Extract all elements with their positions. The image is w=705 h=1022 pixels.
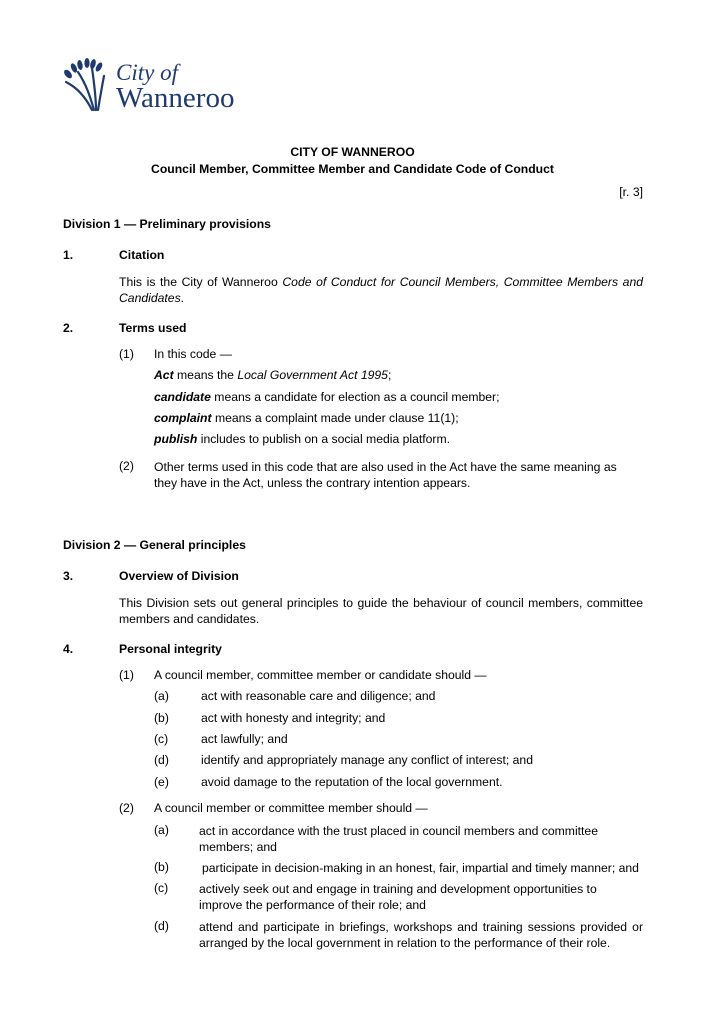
list-item-text: act lawfully; and — [201, 732, 288, 746]
document-title: Council Member, Committee Member and Candidate Code of Conduct — [151, 162, 554, 176]
section-3-number: 3. — [63, 569, 74, 583]
section-4-title: Personal integrity — [119, 642, 222, 656]
section-2-p2-text: Other terms used in this code that are also used in the Act have the same meaning as they have in the Act, unless the contrary intention appears. — [154, 460, 617, 490]
section-4-p1-number: (1) — [119, 668, 134, 682]
list-item-label: (d) — [154, 753, 169, 767]
list-item-label: (a) — [154, 823, 169, 837]
list-item-label: (e) — [154, 775, 169, 789]
regulation-reference: [r. 3] — [619, 185, 643, 199]
section-3-text: This Division sets out general principles to guide the behaviour of council members, committee members and candidates. — [119, 596, 643, 626]
city-logo — [62, 58, 242, 114]
definition-complaint: complaint means a complaint made under clause 11(1); — [154, 411, 459, 425]
list-item-text: avoid damage to the reputation of the local government. — [201, 775, 503, 789]
section-1-text: This is the City of Wanneroo Code of Conduct for Council Members, Committee Members and Candidates. — [119, 275, 644, 305]
definition-candidate: candidate means a candidate for election as a council member; — [154, 390, 500, 404]
section-2-title: Terms used — [119, 321, 187, 335]
section-2-p1-number: (1) — [119, 347, 134, 361]
list-item-text: participate in decision-making in an honest, fair, impartial and timely manner; and — [202, 861, 639, 875]
section-1-number: 1. — [63, 248, 74, 262]
division-1-heading: Division 1 — Preliminary provisions — [63, 217, 271, 231]
definition-publish: publish includes to publish on a social media platform. — [154, 432, 451, 446]
list-item-text: identify and appropriately manage any conflict of interest; and — [201, 753, 533, 767]
section-2-p2-number: (2) — [119, 459, 134, 473]
list-item-label: (d) — [154, 919, 169, 933]
logo-line-2: Wanneroo — [116, 82, 235, 114]
section-1-title: Citation — [119, 248, 165, 262]
list-item-label: (b) — [154, 711, 169, 725]
list-item-label: (c) — [154, 881, 169, 895]
logo-line-1: City of — [116, 60, 178, 85]
list-item-label: (b) — [154, 860, 169, 874]
division-2-heading: Division 2 — General principles — [63, 538, 246, 552]
definition-act: Act means the Local Government Act 1995; — [154, 368, 392, 382]
list-item-text: attend and participate in briefings, workshops and training sessions provided or arranged by the local government in relation to the performance of their role. — [199, 920, 643, 950]
section-2-p1-text: In this code — — [154, 347, 232, 361]
list-item-text: act in accordance with the trust placed in council members and committee members; and — [199, 824, 598, 854]
section-4-number: 4. — [63, 642, 74, 656]
section-4-p2-number: (2) — [119, 801, 134, 815]
list-item-text: actively seek out and engage in training and development opportunities to improve the performance of their role; and — [199, 882, 597, 912]
section-2-number: 2. — [63, 321, 74, 335]
kangaroo-paw-logo-icon — [62, 58, 106, 112]
list-item-text: act with honesty and integrity; and — [201, 711, 386, 725]
list-item-label: (c) — [154, 732, 169, 746]
list-item-label: (a) — [154, 689, 169, 703]
document-org: CITY OF WANNEROO — [290, 145, 415, 159]
section-4-p1-text: A council member, committee member or candidate should — — [154, 668, 487, 682]
section-4-p2-text: A council member or committee member should — — [154, 801, 428, 815]
section-3-title: Overview of Division — [119, 569, 239, 583]
list-item-text: act with reasonable care and diligence; and — [201, 689, 436, 703]
